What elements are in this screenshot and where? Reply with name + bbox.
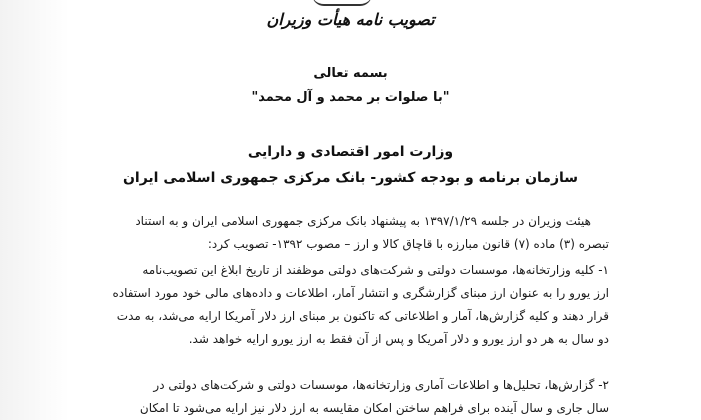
clause-line: ۱- کلیه وزارتخانه‌ها، موسسات دولتی و شرکت‌های دولتی موظفند از تاریخ ابلاغ این تصویب‌نامه: [142, 263, 609, 277]
intro-line: هیئت وزیران در جلسه ۱۳۹۷/۱/۲۹ به پیشنهاد بانک مرکزی جمهوری اسلامی ایران و به استناد: [135, 214, 591, 228]
basmala: بسمه تعالی: [313, 66, 388, 81]
clause-1: [49, 259, 609, 351]
clause-line: سال جاری و سال آینده برای فراهم ساختن امکان مقایسه به ارز دلار نیز ارایه می‌شود تا امکان: [139, 401, 609, 415]
clause-line: دو سال به هر دو ارز یورو و دلار آمریکا و پس از آن فقط به ارز یورو ارایه خواهد شد.: [188, 332, 609, 346]
intro-paragraph: [49, 210, 609, 256]
recipient-organizations: سازمان برنامه و بودجه کشور- بانک مرکزی جمهوری اسلامی ایران: [122, 170, 579, 186]
emblem-fragment: [312, 0, 372, 6]
clause-line: قرار دهند و کلیه گزارش‌ها، آمار و اطلاعاتی که تاکنون بر مبنای ارز دلار آمریکا ارایه می‌شد، به مدت: [116, 309, 609, 323]
clause-line: ارز یورو را به عنوان ارز مبنای گزارشگری و انتشار آمار، اطلاعات و داده‌های مالی خود مورد استفاده: [112, 286, 609, 300]
recipient-ministry: وزارت امور اقتصادی و دارایی: [247, 144, 454, 160]
letterhead: [0, 0, 701, 48]
letterhead-title: تصویب نامه هیأت وزیران: [266, 10, 435, 29]
clause-line: ۲- گزارش‌ها، تحلیل‌ها و اطلاعات آماری وزارتخانه‌ها، موسسات دولتی و شرکت‌های دولتی در: [153, 378, 609, 392]
intro-line: تبصره (۳) ماده (۷) قانون مبارزه با قاچاق کالا و ارز – مصوب ۱۳۹۲- تصویب کرد:: [207, 237, 609, 251]
clause-2: [49, 374, 609, 420]
salavat: "با صلوات بر محمد و آل محمد": [251, 90, 450, 105]
